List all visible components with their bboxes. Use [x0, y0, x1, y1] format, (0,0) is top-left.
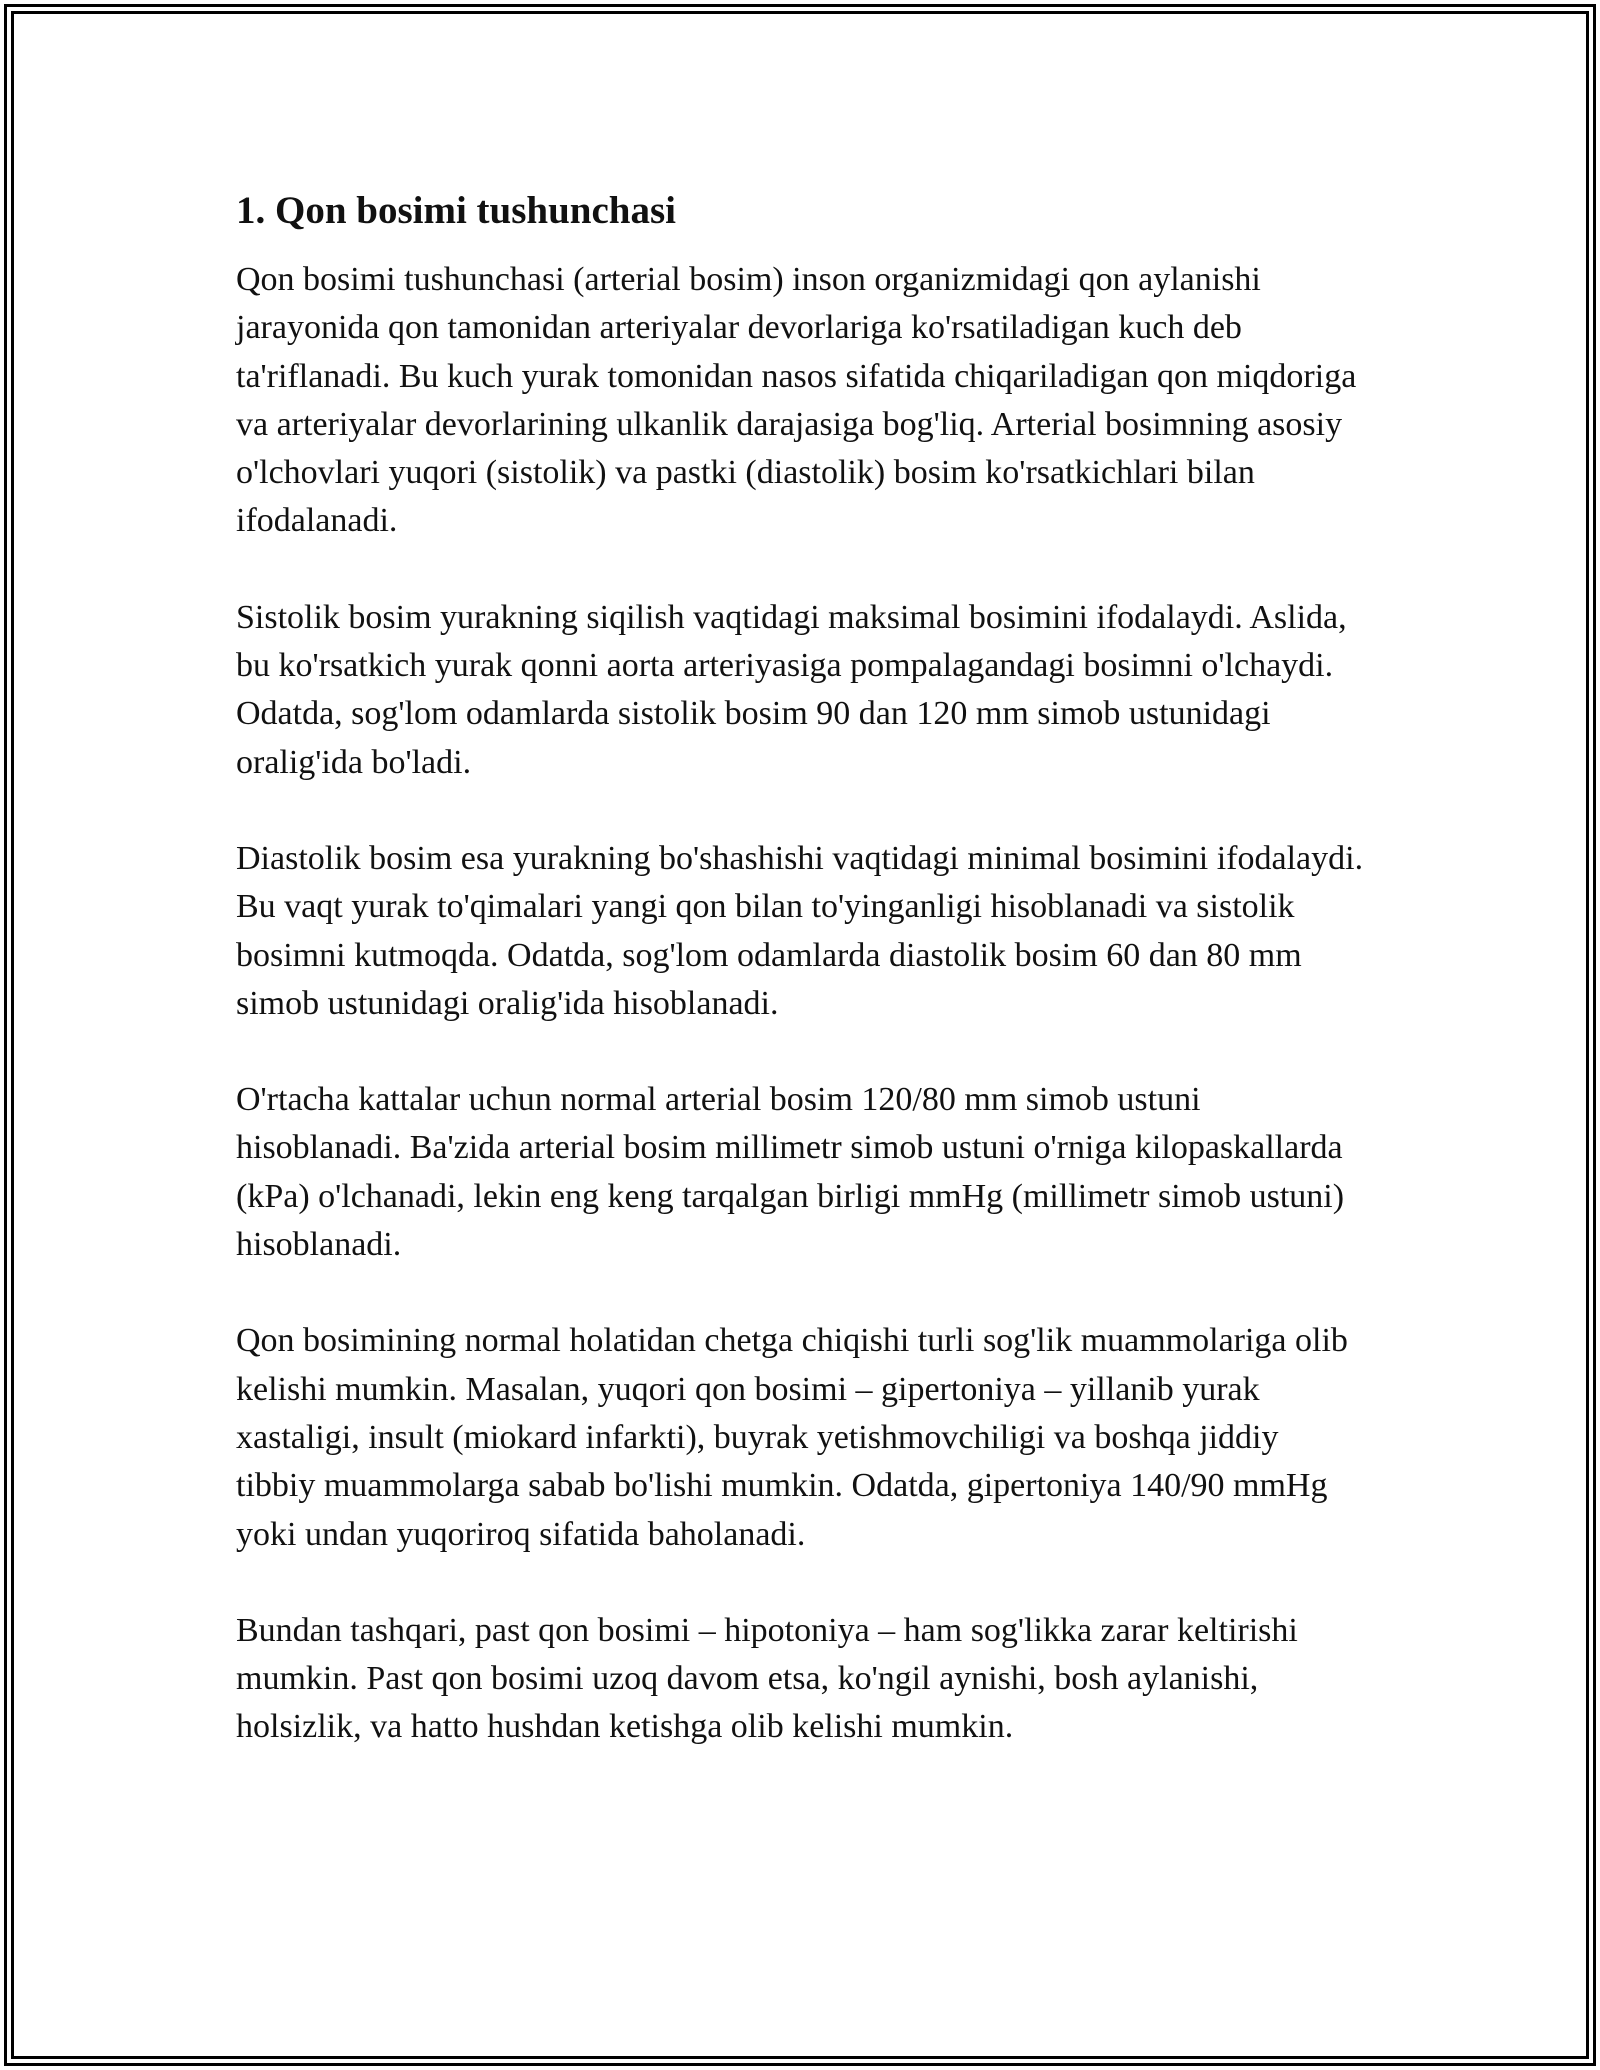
paragraph-hypertension: Qon bosimining normal holatidan chetga chiqishi turli sog'lik muammolariga olib kelishi mumkin. Masalan, yuqori qon bosimi – gipertoniya – yillanib yurak xastaligi, insult (miokard infarkti), buyrak yetishmovchiligi va boshqa jiddiy tibbiy muammolarga sabab bo'lishi mumkin. Odatda, gipertoniya 140/90 mmHg yoki undan yuqoriroq sifatida baholanadi.: [236, 1322, 1348, 1553]
paragraph-diastolic: Diastolik bosim esa yurakning bo'shashishi vaqtidagi minimal bosimini ifodalaydi. Bu vaqt yurak to'qimalari yangi qon bilan to'yinganligi hisoblanadi va sistolik bosimni kutmoqda. Odatda, sog'lom odamlarda diastolik bosim 60 dan 80 mm simob ustunidagi oralig'ida hisoblanadi.: [236, 839, 1364, 1022]
paragraph-systolic: Sistolik bosim yurakning siqilish vaqtidagi maksimal bosimini ifodalaydi. Aslida, bu ko'rsatkich yurak qonni aorta arteriyasiga pompalagandagi bosimni o'lchaydi. Odatda, sog'lom odamlarda sistolik bosim 90 dan 120 mm simob ustunidagi oralig'ida bo'ladi.: [236, 598, 1347, 781]
paragraph-definition: Qon bosimi tushunchasi (arterial bosim) inson organizmidagi qon aylanishi jarayonida qon tamonidan arteriyalar devorlariga ko'rsatiladigan kuch deb ta'riflanadi. Bu kuch yurak tomonidan nasos sifatida chiqariladigan qon miqdoriga va arteriyalar devorlarining ulkanlik darajasiga bog'liq. Arterial bosimning asosiy o'lchovlari yuqori (sistolik) va pastki (diastolik) bosim ko'rsatkichlari bilan ifodalanadi.: [236, 261, 1357, 540]
section-heading: 1. Qon bosimi tushunchasi: [236, 189, 676, 232]
paragraph-hypotension: Bundan tashqari, past qon bosimi – hipotoniya – ham sog'likka zarar keltirishi mumkin. Past qon bosimi uzoq davom etsa, ko'ngil aynishi, bosh aylanishi, holsizlik, va hatto hushdan ketishga olib kelishi mumkin.: [236, 1611, 1298, 1746]
document-body: [236, 186, 1366, 1800]
paragraph-normal-pressure: O'rtacha kattalar uchun normal arterial bosim 120/80 mm simob ustuni hisoblanadi. Ba'zida arterial bosim millimetr simob ustuni o'rniga kilopaskallarda (kPa) o'lchanadi, lekin eng keng tarqalgan birligi mmHg (millimetr simob ustuni) hisoblanadi.: [236, 1081, 1345, 1264]
